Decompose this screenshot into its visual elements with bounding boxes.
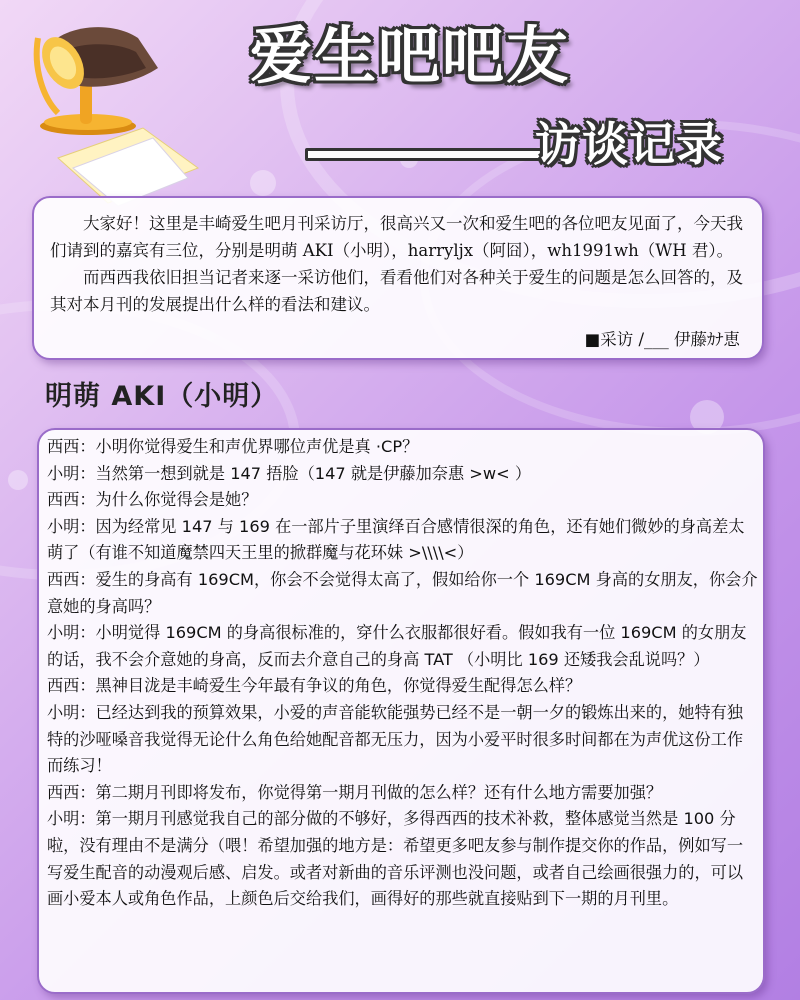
page-title: 爱生吧吧友 [249,19,570,92]
interview-qa-panel [37,428,765,994]
interviewer-signature: ■采访 /___ 伊藤ｶﾅ恵 [584,330,740,349]
qa-line: 西西：小明你觉得爱生和声优界哪位声优是真 ·CP？ [47,437,419,456]
interviewee-heading: 明萌 AKI（小明） [45,381,279,412]
background-bubble [250,170,276,196]
papers-illustration [48,118,208,208]
page-subtitle: 访谈记录 [535,117,723,171]
qa-line: 小明：已经达到我的预算效果，小爱的声音能软能强势已经不是一朝一夕的锻炼出来的，她特有独特的沙哑嗓音我觉得无论什么角色给她配音都无压力，因为小爱平时很多时间都在为声优这份工作而练习！ [47,702,744,776]
qa-line: 西西：爱生的身高有 169CM，你会不会觉得太高了，假如给你一个 169CM 身高的女朋友，你会介意她的身高吗？ [47,569,758,616]
qa-line: 小明：因为经常见 147 与 169 在一部片子里演绎百合感情很深的角色，还有她们微妙的身高差太萌了（有谁不知道魔禁四天王里的掀群魔与花环妹 >\\\\<） [47,516,745,563]
subtitle-dash-line [305,148,543,161]
intro-paragraph: 而西西我依旧担当记者来逐一采访他们，看看他们对各种关于爱生的问题是怎么回答的，及其对本月刊的发展提出什么样的看法和建议。 [50,268,743,314]
qa-line: 西西：为什么你觉得会是她？ [47,490,258,510]
qa-line: 小明：当然第一想到就是 147 捂脸（147 就是伊藤加奈惠 >w< ） [47,463,532,483]
qa-line: 小明：小明觉得 169CM 的身高很标准的，穿什么衣服都很好看。假如我有一位 169CM 的女朋友的话，我不会介意她的身高，反而去介意自己的身高 TAT （小明比 169 还矮我会乱说吗？） [47,623,747,669]
qa-line: 西西：黑神目泷是丰崎爱生今年最有争议的角色，你觉得爱生配得怎么样？ [47,676,582,696]
intro-paragraph: 大家好！这里是丰崎爱生吧月刊采访厅，很高兴又一次和爱生吧的各位吧友见面了，今天我们请到的嘉宾有三位，分别是明萌 AKI（小明），harryljx（阿囧），wh1991wh（WH 君）。 [50,214,743,260]
qa-line: 西西：第二期月刊即将发布，你觉得第一期月刊做的怎么样？还有什么地方需要加强？ [47,782,663,802]
qa-line: 小明：第一期月刊感觉我自己的部分做的不够好，多得西西的技术补救，整体感觉当然是 100 分啦，没有理由不是满分（喂！希望加强的地方是：希望更多吧友参与制作提交你的作品，例如写一写爱生配音的动漫观后感、启发。或者对新曲的音乐评测也没问题，或者自己绘画很强力的，可以画小爱本人或角色作品，上颜色后交给我们，画得好的那些就直接贴到下一期的月刊里。 [47,809,744,909]
intro-panel [32,196,764,360]
background-bubble [8,470,28,490]
